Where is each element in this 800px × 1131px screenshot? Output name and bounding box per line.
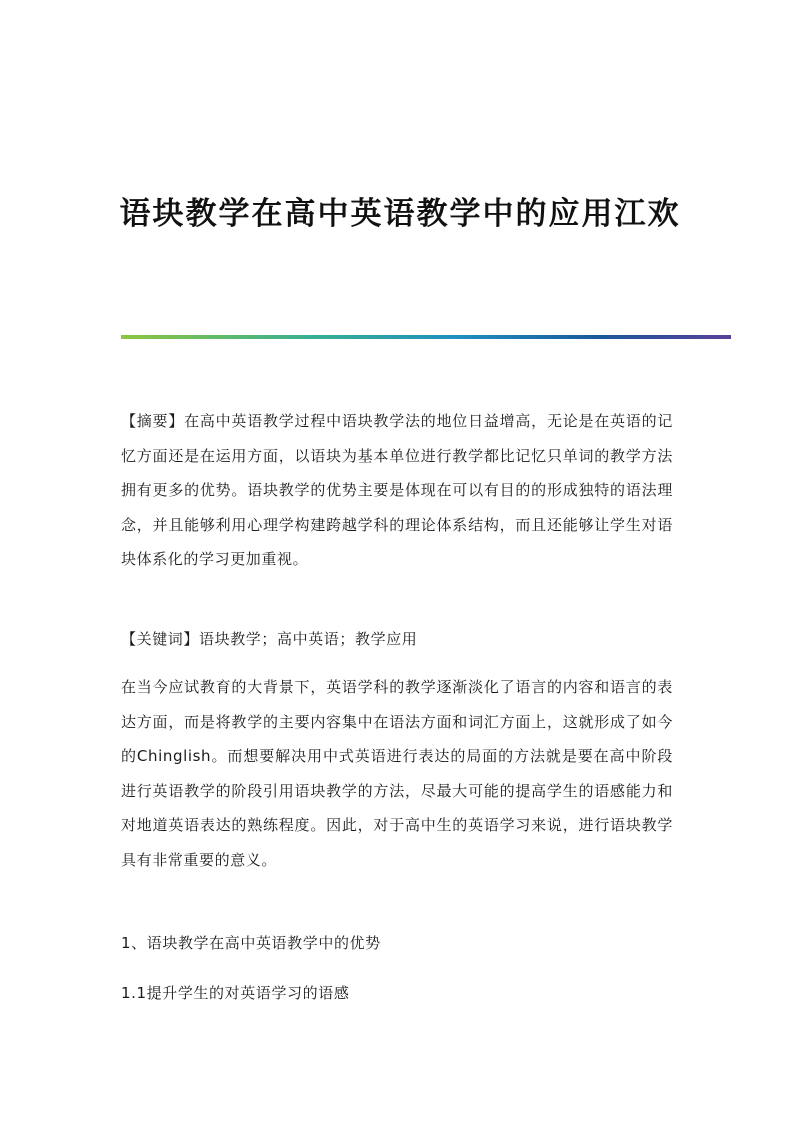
- intro-paragraph: 在当今应试教育的大背景下，英语学科的教学逐渐淡化了语言的内容和语言的表达方面，而是将教学的主要内容集中在语法方面和词汇方面上，这就形成了如今的Chinglish。而想要解决用中式英语进行表达的局面的方法就是要在高中阶段进行英语教学的阶段引用语块教学的方法，尽最大可能的提高学生的语感能力和对地道英语表达的熟练程度。因此，对于高中生的英语学习来说，进行语块教学具有非常重要的意义。: [121, 678, 673, 869]
- document-title: 语块教学在高中英语教学中的应用江欢: [119, 196, 681, 232]
- keywords-line: 【关键词】语块教学；高中英语；教学应用: [121, 630, 418, 648]
- subsection-heading: 1.1提升学生的对英语学习的语感: [121, 984, 350, 1002]
- abstract-paragraph: 【摘要】在高中英语教学过程中语块教学法的地位日益增高，无论是在英语的记忆方面还是在运用方面，以语块为基本单位进行教学都比记忆只单词的教学方法拥有更多的优势。语块教学的优势主要是体现在可以有目的的形成独特的语法理念，并且能够利用心理学构建跨越学科的理论体系结构，而且还能够让学生对语块体系化的学习更加重视。: [121, 412, 673, 568]
- title-divider: [121, 335, 731, 339]
- section-heading: 1、语块教学在高中英语教学中的优势: [121, 934, 381, 952]
